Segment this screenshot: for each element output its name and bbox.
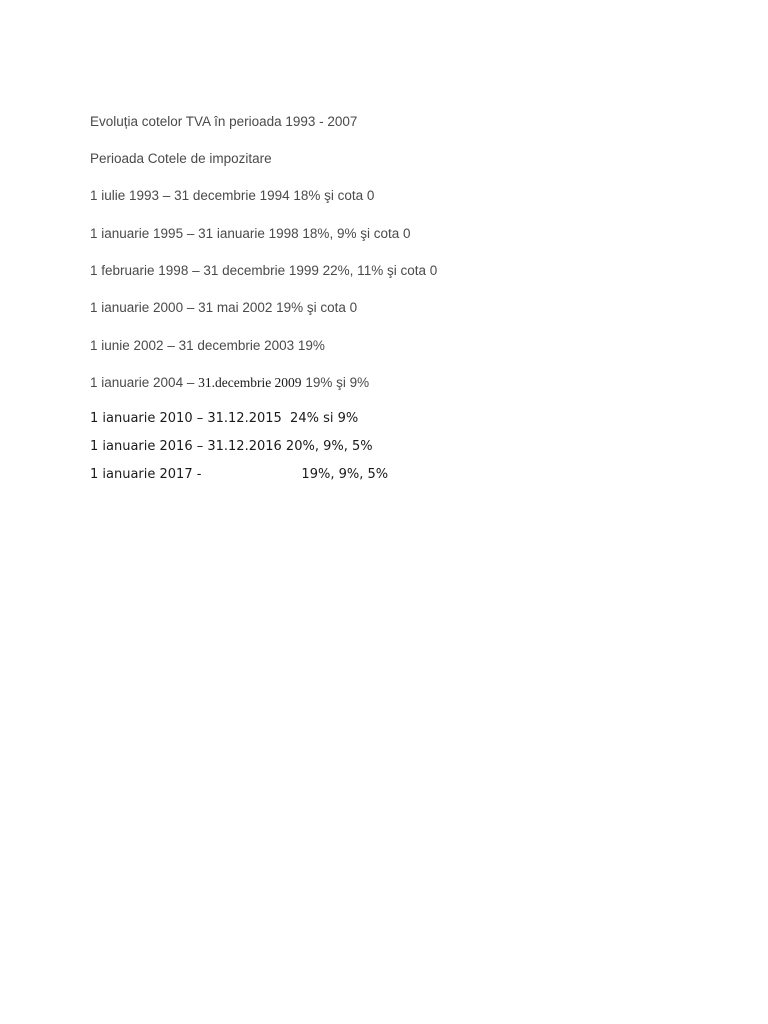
table-header-row: Perioada Cotele de impozitare [90, 151, 272, 166]
period-start-text: 1 ianuarie 2017 - [90, 467, 202, 482]
vat-period-row: 1 iulie 1993 – 31 decembrie 1994 18% şi cota 0 [90, 188, 375, 203]
rates-text: 19% şi 9% [301, 375, 370, 390]
vat-period-row: 1 ianuarie 2016 – 31.12.2016 20%, 9%, 5% [90, 439, 373, 454]
vat-period-row: 1 februarie 1998 – 31 decembrie 1999 22%, 11% şi cota 0 [90, 263, 438, 278]
period-start-text: 1 ianuarie 2004 – [90, 375, 199, 390]
period-end-date: 31.decembrie 2009 [198, 375, 302, 390]
vat-period-row: 1 ianuarie 2000 – 31 mai 2002 19% şi cota 0 [90, 300, 358, 315]
vat-period-row: 1 ianuarie 1995 – 31 ianuarie 1998 18%, 9% şi cota 0 [90, 226, 411, 241]
vat-period-row: 1 ianuarie 2010 – 31.12.2015 24% si 9% [90, 411, 359, 426]
vat-period-row: 1 iunie 2002 – 31 decembrie 2003 19% [90, 338, 325, 353]
vat-period-row [90, 466, 388, 484]
vat-period-row [90, 374, 369, 392]
rates-text: 19%, 9%, 5% [301, 467, 389, 482]
document-title: Evoluția cotelor TVA în perioada 1993 - 2007 [90, 114, 358, 129]
